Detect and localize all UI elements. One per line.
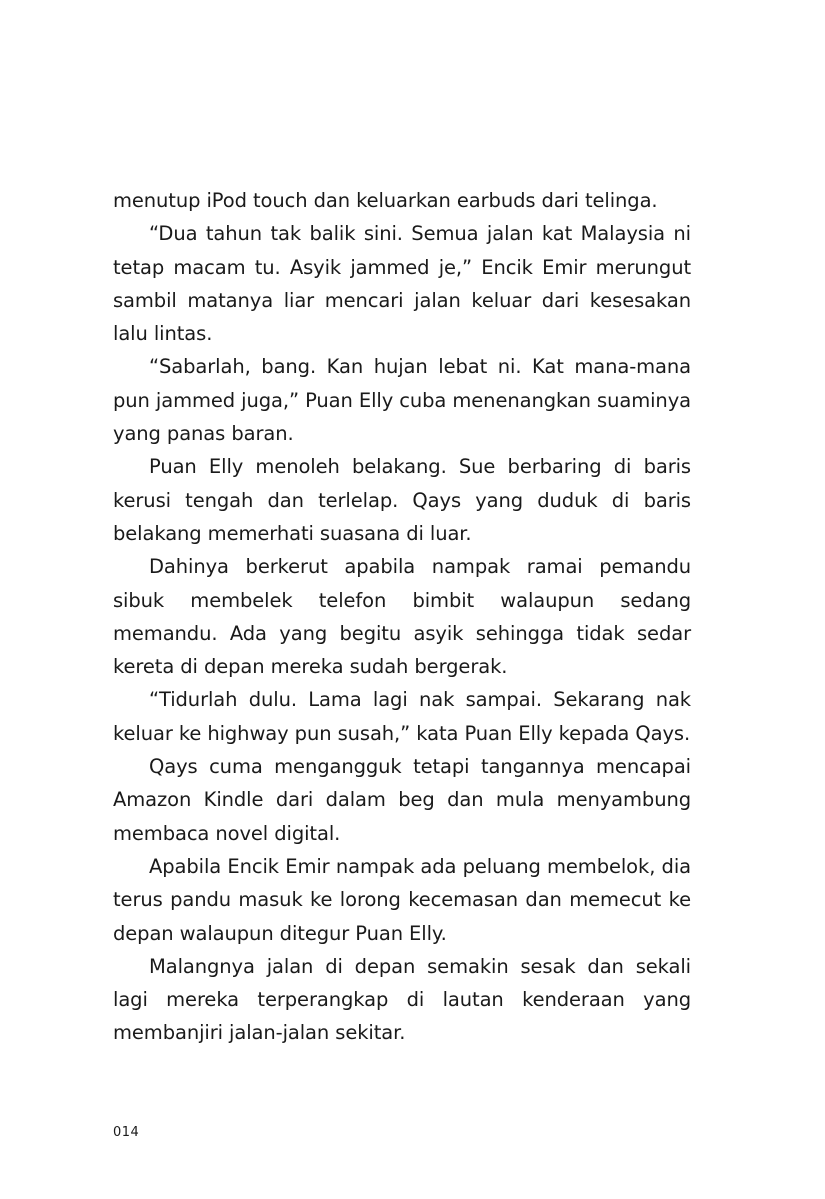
paragraph: Malangnya jalan di depan semakin sesak dan sekali lagi mereka terperangkap di lautan kenderaan yang membanjiri jalan-jalan sekitar. — [113, 954, 691, 1045]
paragraph: Dahinya berkerut apabila nampak ramai pemandu sibuk membelek telefon bimbit walaupun sedang memandu. Ada yang begitu asyik sehingga tidak sedar kereta di depan mereka sudah bergerak. — [113, 555, 691, 679]
paragraph-continued: menutup iPod touch dan keluarkan earbuds dari telinga. — [113, 189, 658, 212]
paragraph: Qays cuma mengangguk tetapi tangannya mencapai Amazon Kindle dari dalam beg dan mula menyambung membaca novel digital. — [113, 755, 691, 845]
paragraph: Apabila Encik Emir nampak ada peluang membelok, dia terus pandu masuk ke lorong kecemasan dan memecut ke depan walaupun ditegur Puan Elly. — [113, 854, 691, 945]
paragraph: “Sabarlah, bang. Kan hujan lebat ni. Kat mana-mana pun jammed juga,” Puan Elly cuba menenangkan suaminya yang panas baran. — [113, 355, 691, 446]
paragraph: “Dua tahun tak balik sini. Semua jalan kat Malaysia ni tetap macam tu. Asyik jammed je,” Encik Emir merungut sambil matanya liar mencari jalan keluar dari kesesakan lalu lintas. — [113, 222, 691, 346]
page-body-text — [113, 184, 691, 1050]
page-number: 014 — [113, 1125, 140, 1140]
paragraph: Puan Elly menoleh belakang. Sue berbaring di baris kerusi tengah dan terlelap. Qays yang duduk di baris belakang memerhati suasana di luar. — [113, 455, 691, 545]
paragraph: “Tidurlah dulu. Lama lagi nak sampai. Sekarang nak keluar ke highway pun susah,” kata Puan Elly kepada Qays. — [113, 688, 691, 745]
